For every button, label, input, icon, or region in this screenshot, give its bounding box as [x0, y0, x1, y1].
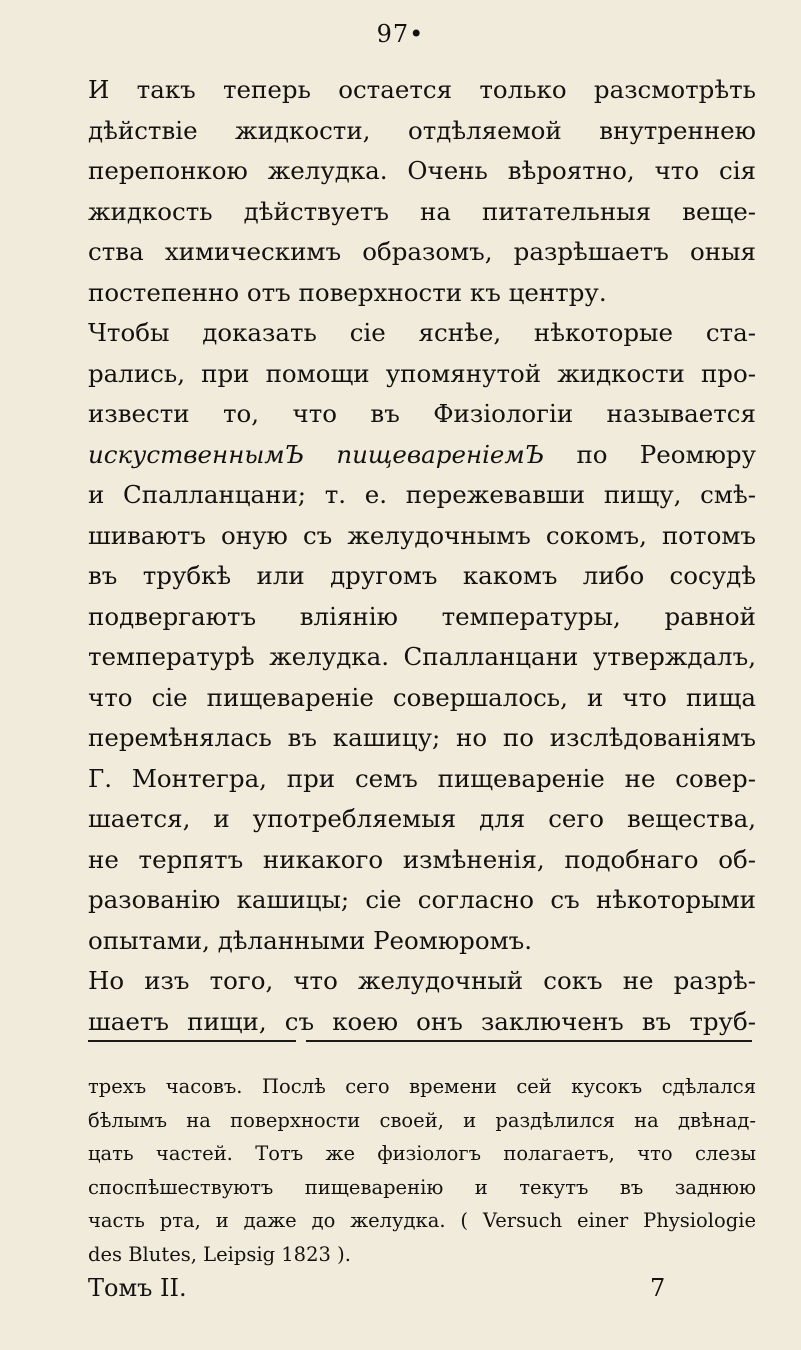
text-line: Чтобы доказать сіе яснѣе, нѣкоторые ста-	[88, 318, 756, 347]
text-line: жидкость дѣйствуетъ на питательныя веще-	[88, 196, 756, 226]
text-line: рались, при помощи упомянутой жидкости про-	[88, 358, 756, 388]
footnote-line: des Blutes, Leipsig 1823 ).	[88, 1242, 351, 1266]
volume-signature: Томъ II.	[88, 1274, 187, 1302]
footnote-line: споспѣшествуютъ пищеваренію и текутъ въ заднюю	[88, 1175, 756, 1199]
text-line: подвергаютъ вліянію температуры, равной	[88, 601, 756, 631]
text-line: температурѣ желудка. Спалланцани утверждалъ,	[88, 642, 756, 671]
text-line: шаетъ пищи, съ коею онъ заключенъ въ труб-	[88, 1006, 756, 1036]
text-line: И такъ теперь остается только разсмотрѣть	[88, 75, 756, 104]
footnote-line: бѣлымъ на поверхности своей, и раздѣлился на двѣнад-	[88, 1108, 756, 1132]
text-line: Г. Монтегра, при семъ пищевареніе не совер-	[88, 763, 756, 793]
text-line: въ трубкѣ или другомъ какомъ либо сосудѣ	[88, 561, 756, 590]
footnote-line: трехъ часовъ. Послѣ сего времени сей кусокъ сдѣлался	[88, 1075, 756, 1098]
text-line: разованію кашицы; сіе согласно съ нѣкоторыми	[88, 885, 756, 914]
text-line: шается, и употребляемыя для сего вещества,	[88, 804, 756, 833]
emphasized-term: искуственнымЪ пищевареніемЪ	[88, 439, 545, 469]
footnote-rule-right	[306, 1040, 752, 1042]
text-line: перемѣнялась въ кашицу; но по изслѣдованіямъ	[88, 723, 756, 752]
main-text	[88, 70, 756, 1042]
text-line: перепонкою желудка. Очень вѣроятно, что сія	[88, 156, 756, 185]
page-number: 97•	[376, 20, 425, 48]
text-line: Но изъ того, что желудочный сокъ не разрѣ-	[88, 966, 756, 995]
text-line: и Спалланцани; т. е. пережевавши пищу, смѣ-	[88, 480, 756, 509]
text-line: что сіе пищевареніе совершалось, и что пища	[88, 682, 756, 712]
text-line: извести то, что въ Физіологіи называется	[88, 399, 756, 428]
text-line-with-emphasis	[88, 435, 756, 476]
text-line: постепенно отъ поверхности къ центру.	[88, 277, 607, 307]
text-line: не терпятъ никакого измѣненія, подобнаго об-	[88, 844, 756, 874]
text-line: шиваютъ оную съ желудочнымъ сокомъ, потомъ	[88, 520, 756, 550]
footnote	[88, 1070, 756, 1271]
sheet-number: 7	[650, 1274, 666, 1302]
text-line: дѣйствіе жидкости, отдѣляемой внутреннею	[88, 115, 756, 145]
text-fragment: по Реомюру	[544, 439, 757, 469]
text-line: ства химическимъ образомъ, разрѣшаетъ оныя	[88, 237, 756, 266]
footnote-line: часть рта, и даже до желудка. ( Versuch einer Physiologie	[88, 1209, 756, 1232]
text-line: опытами, дѣланными Реомюромъ.	[88, 925, 533, 955]
footnote-line: цать частей. Тотъ же физіологъ полагаетъ, что слезы	[88, 1142, 756, 1165]
footnote-rule-left	[88, 1040, 296, 1042]
